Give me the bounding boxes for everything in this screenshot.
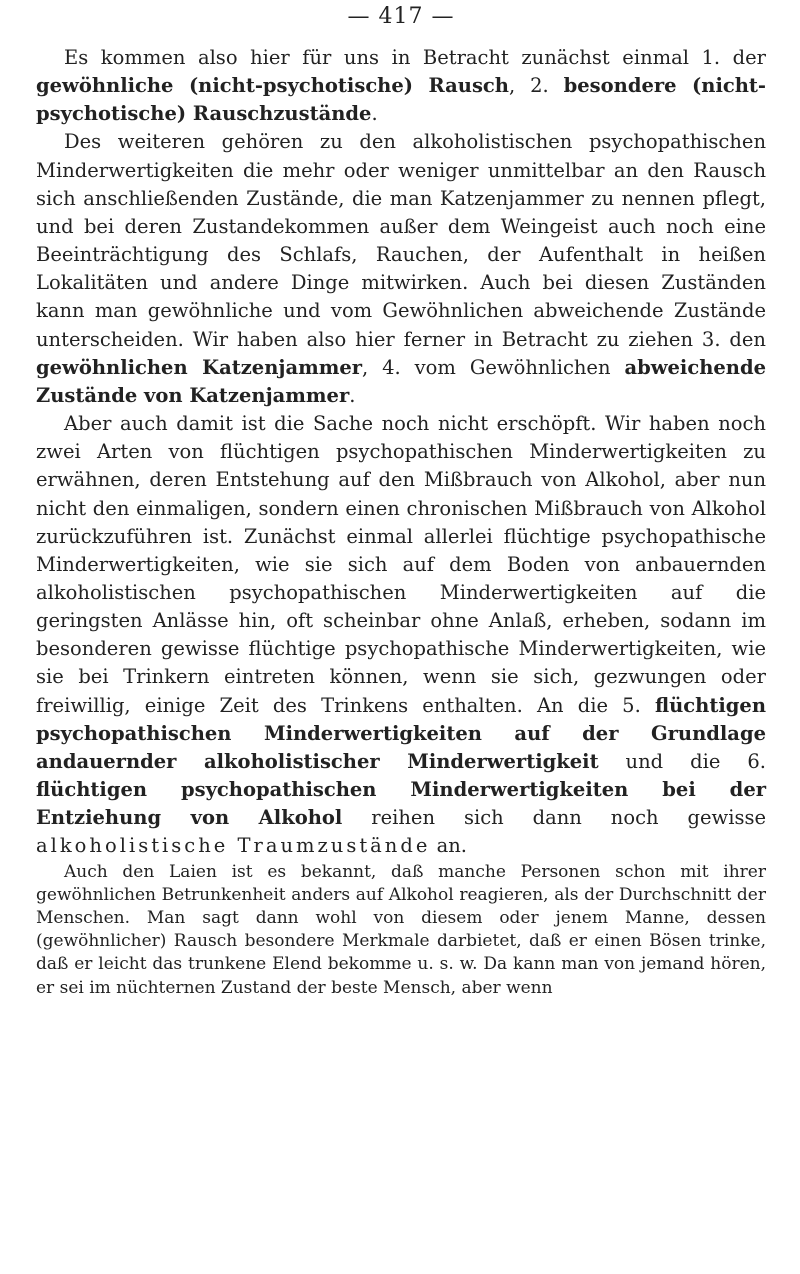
paragraph-rauschzustaende — [36, 44, 766, 128]
page-number: — 417 — — [347, 4, 455, 29]
term-besondere-rauschzustaende: besondere (nicht-psychotische) Rauschzustände — [36, 74, 767, 126]
text-segment: reihen sich dann noch gewisse — [342, 806, 767, 830]
text-segment: Aber auch damit ist die Sache noch nicht erschöpft. Wir haben noch zwei Arten von flüchtigen psychopathischen Minderwertigkeiten zu erwähnen, deren Entstehung auf den Mißbrauch von Alkohol, aber nun nicht den einmaligen, sondern einen chronischen Mißbrauch von Alkohol zurückzuführen ist. Zunächst einmal allerlei flüchtige psychopathische Minderwertigkeiten, wie sie sich auf dem Boden von anbauernden alkoholistischen psychopathischen Minderwertigkeiten auf die geringsten Anlässe hin, oft scheinbar ohne Anlaß, erheben, sodann im besonderen gewisse flüchtige psychopathische Minderwertigkeiten, wie sie bei Trinkern eintreten können, wenn sie sich, gezwungen oder freiwillig, einige Zeit des Trinkens enthalten. An die 5. — [36, 412, 766, 717]
text-segment: . — [349, 383, 356, 407]
main-text — [36, 44, 766, 861]
term-abweichende-zustaende: abweichende Zustände von Katzenjammer — [36, 355, 766, 407]
paragraph-laien: Auch den Laien ist es bekannt, daß manche Personen schon mit ihrer gewöhnlichen Betrunkenheit anders auf Alkohol reagieren, als der Durchschnitt der Menschen. Man sagt dann wohl von diesem oder jenem Manne, dessen (gewöhnlicher) Rausch besondere Merkmale darbietet, daß er einen Bösen trinke, daß er leicht das trunkene Elend bekomme u. s. w. Da kann man von jemand hören, er sei im nüchternen Zustand der beste Mensch, aber wenn — [36, 861, 766, 998]
term-gewoehnlicher-rausch: gewöhnliche (nicht-psychotische) Rausch — [36, 74, 509, 98]
paragraph-katzenjammer — [36, 128, 766, 410]
term-traumzustaende: alkoholistische Traumzustände — [36, 834, 431, 858]
term-gewoehnlicher-katzenjammer: gewöhnlichen Katzenjammer — [36, 355, 363, 379]
text-segment: . — [371, 102, 378, 126]
text-segment: Des weiteren gehören zu den alkoholistischen psychopathischen Minderwertigkeiten die mehr oder weniger unmittelbar an den Rausch sich anschließenden Zustände, die man Katzenjammer zu nennen pflegt, und bei deren Zustandekommen außer dem Weingeist auch noch eine Beeinträchtigung des Schlafs, Rauchen, der Aufenthalt in heißen Lokalitäten und andere Dinge mitwirken. Auch bei diesen Zuständen kann man gewöhnliche und vom Gewöhnlichen abweichende Zustände unterscheiden. Wir haben also hier ferner in Betracht zu ziehen 3. den — [36, 130, 766, 351]
small-print-text — [36, 861, 766, 1000]
text-segment: und die 6. — [598, 749, 766, 773]
term-entziehung-alkohol: flüchtigen psychopathischen Minderwertigkeiten bei der Entziehung von Alkohol — [36, 778, 766, 830]
text-segment: Es kommen also hier für uns in Betracht zunächst einmal 1. der — [64, 46, 766, 69]
text-segment: , 4. vom Gewöhnlichen — [362, 355, 625, 379]
text-segment: an. — [430, 834, 467, 858]
text-segment: , 2. — [509, 74, 564, 98]
term-grundlage-andauernder: flüchtigen psychopathischen Minderwertigkeiten auf der Grundlage andauernder alkoholistischer Minderwertigkeit — [36, 693, 766, 773]
paragraph-minderwertigkeiten — [36, 410, 766, 861]
